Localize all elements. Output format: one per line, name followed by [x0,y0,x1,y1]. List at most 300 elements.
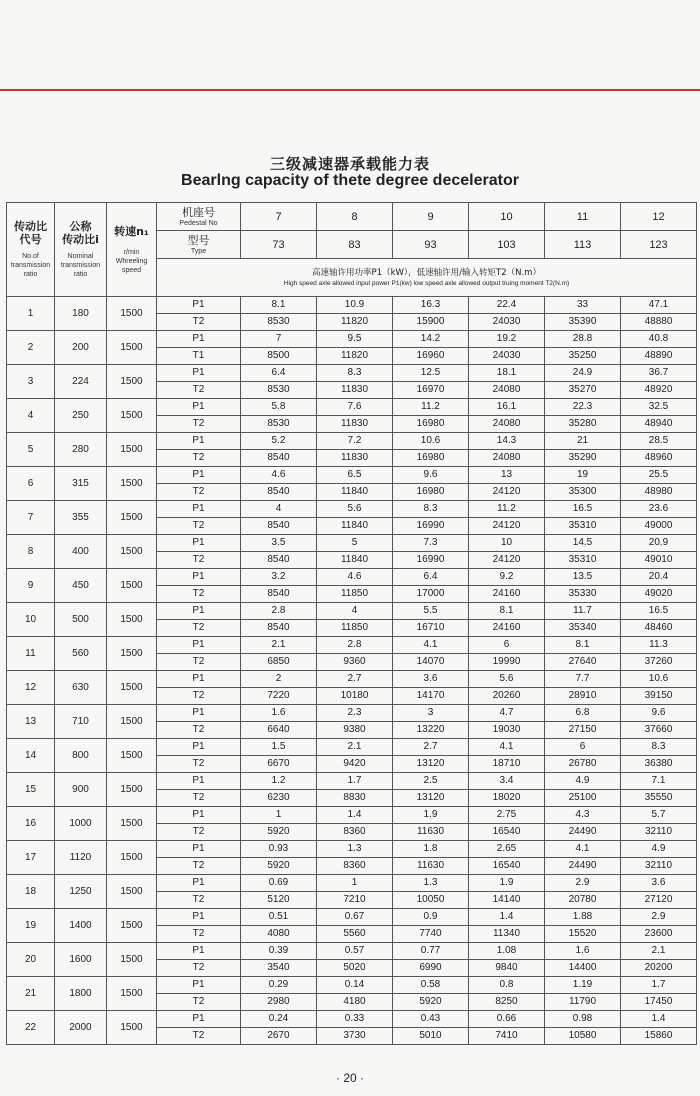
power-value: 8.3 [393,501,469,518]
ratio-code: 19 [7,909,55,943]
power-value: 4.1 [393,637,469,654]
param-label-t2: T2 [157,382,241,399]
type-no: 73 [241,231,317,259]
input-speed: 1500 [107,773,157,807]
table-row [7,807,697,824]
torque-value: 11850 [317,620,393,637]
power-value: 0.39 [241,943,317,960]
power-value: 5.5 [393,603,469,620]
power-value: 1.19 [545,977,621,994]
ratio-code: 1 [7,297,55,331]
power-value: 2.8 [241,603,317,620]
torque-value: 25100 [545,790,621,807]
input-speed: 1500 [107,603,157,637]
power-value: 1.88 [545,909,621,926]
input-speed: 1500 [107,501,157,535]
torque-value: 48920 [621,382,697,399]
torque-value: 24490 [545,858,621,875]
nominal-ratio-en: Nominal transmission ratio [60,253,101,278]
param-label-p1: P1 [157,603,241,620]
nominal-ratio: 500 [55,603,107,637]
torque-value: 20780 [545,892,621,909]
power-value: 4.3 [545,807,621,824]
power-value: 6.4 [241,365,317,382]
pedestal-no: 11 [545,203,621,231]
torque-value: 35280 [545,416,621,433]
power-value: 0.69 [241,875,317,892]
type-label-cn: 型号 [187,233,210,247]
table-row [7,841,697,858]
torque-value: 6850 [241,654,317,671]
torque-value: 16540 [469,858,545,875]
power-value: 1 [317,875,393,892]
power-value: 0.58 [393,977,469,994]
power-value: 8.3 [317,365,393,382]
power-value: 10.6 [621,671,697,688]
torque-value: 16980 [393,450,469,467]
param-label-t2: T2 [157,416,241,433]
power-value: 11.2 [393,399,469,416]
torque-value: 16710 [393,620,469,637]
torque-value: 16960 [393,348,469,365]
col-header-speed [107,203,157,297]
torque-value: 9380 [317,722,393,739]
torque-value: 28910 [545,688,621,705]
power-value: 0.51 [241,909,317,926]
power-value: 0.8 [469,977,545,994]
torque-value: 7740 [393,926,469,943]
param-label-t2: T2 [157,892,241,909]
torque-value: 11840 [317,518,393,535]
type-no: 103 [469,231,545,259]
ratio-code: 10 [7,603,55,637]
input-speed: 1500 [107,467,157,501]
power-value: 4.9 [545,773,621,790]
torque-value: 5010 [393,1028,469,1045]
ratio-code: 14 [7,739,55,773]
nominal-ratio: 560 [55,637,107,671]
torque-value: 14070 [393,654,469,671]
torque-value: 39150 [621,688,697,705]
param-label-t2: T2 [157,518,241,535]
torque-value: 24160 [469,586,545,603]
nominal-ratio: 224 [55,365,107,399]
power-value: 28.5 [621,433,697,450]
power-value: 1.9 [469,875,545,892]
param-label-t2: T2 [157,994,241,1011]
torque-value: 20260 [469,688,545,705]
torque-value: 5560 [317,926,393,943]
power-value: 25.5 [621,467,697,484]
power-value: 5.6 [317,501,393,518]
param-label-p1: P1 [157,467,241,484]
torque-value: 16980 [393,416,469,433]
input-speed: 1500 [107,943,157,977]
param-label-p1: P1 [157,399,241,416]
power-value: 8.3 [621,739,697,756]
power-value: 2.3 [317,705,393,722]
torque-value: 37260 [621,654,697,671]
torque-value: 16990 [393,518,469,535]
table-row [7,569,697,586]
power-value: 3 [393,705,469,722]
torque-value: 48880 [621,314,697,331]
torque-value: 27150 [545,722,621,739]
torque-value: 49010 [621,552,697,569]
torque-value: 24120 [469,484,545,501]
ratio-no-en: No.of transmission ratio [10,253,51,278]
type-no: 123 [621,231,697,259]
table-row [7,433,697,450]
nominal-ratio: 355 [55,501,107,535]
power-value: 2.75 [469,807,545,824]
torque-value: 48980 [621,484,697,501]
nominal-ratio: 710 [55,705,107,739]
torque-value: 8540 [241,552,317,569]
torque-value: 11820 [317,314,393,331]
power-value: 1.08 [469,943,545,960]
torque-value: 35270 [545,382,621,399]
power-value: 3.5 [241,535,317,552]
torque-value: 35250 [545,348,621,365]
table-title-english: Bearlng capacity of thete degree decelerator [181,172,519,189]
power-value: 1.6 [545,943,621,960]
table-row [7,501,697,518]
power-value: 14.3 [469,433,545,450]
input-speed: 1500 [107,365,157,399]
power-value: 0.77 [393,943,469,960]
table-row [7,603,697,620]
torque-value: 11340 [469,926,545,943]
pedestal-no: 9 [393,203,469,231]
torque-value: 18020 [469,790,545,807]
col-header-ratio-no [7,203,55,297]
torque-value: 17000 [393,586,469,603]
torque-value: 8530 [241,416,317,433]
nominal-ratio: 900 [55,773,107,807]
nominal-ratio: 1600 [55,943,107,977]
torque-value: 5020 [317,960,393,977]
power-value: 3.4 [469,773,545,790]
pedestal-no: 8 [317,203,393,231]
power-value: 1.7 [621,977,697,994]
torque-value: 18710 [469,756,545,773]
power-value: 3.6 [621,875,697,892]
nominal-ratio: 800 [55,739,107,773]
param-label-p1: P1 [157,977,241,994]
torque-value: 35390 [545,314,621,331]
torque-value: 6990 [393,960,469,977]
power-value: 36.7 [621,365,697,382]
torque-value: 7220 [241,688,317,705]
torque-value: 11820 [317,348,393,365]
power-value: 3.2 [241,569,317,586]
nominal-ratio: 1000 [55,807,107,841]
power-value: 23.6 [621,501,697,518]
power-value: 28.8 [545,331,621,348]
param-label-p1: P1 [157,297,241,314]
torque-value: 2670 [241,1028,317,1045]
torque-value: 8360 [317,824,393,841]
power-value: 10.9 [317,297,393,314]
torque-value: 24120 [469,552,545,569]
power-value: 2.1 [621,943,697,960]
power-value: 12.5 [393,365,469,382]
input-speed: 1500 [107,977,157,1011]
torque-value: 14170 [393,688,469,705]
torque-value: 35300 [545,484,621,501]
param-label-p1: P1 [157,841,241,858]
power-value: 4.1 [545,841,621,858]
input-speed: 1500 [107,739,157,773]
units-note-en: High speed axle allowed input power P1(kw) low speed axle allowed output truing moment T2(N.m) [283,279,570,287]
power-value: 13.5 [545,569,621,586]
torque-value: 37660 [621,722,697,739]
torque-value: 49000 [621,518,697,535]
torque-value: 7210 [317,892,393,909]
power-value: 0.93 [241,841,317,858]
power-value: 1.5 [241,739,317,756]
power-value: 2.1 [241,637,317,654]
torque-value: 8250 [469,994,545,1011]
torque-value: 24080 [469,450,545,467]
param-label-p1: P1 [157,671,241,688]
torque-value: 24120 [469,518,545,535]
torque-value: 48960 [621,450,697,467]
ratio-code: 9 [7,569,55,603]
torque-value: 20200 [621,960,697,977]
pedestal-label-cn: 机座号 [182,205,215,219]
power-value: 16.5 [621,603,697,620]
power-value: 14.2 [393,331,469,348]
torque-value: 8540 [241,484,317,501]
torque-value: 13120 [393,756,469,773]
param-label-t2: T2 [157,620,241,637]
torque-value: 8360 [317,858,393,875]
param-label-p1: P1 [157,569,241,586]
power-value: 21 [545,433,621,450]
power-value: 1.8 [393,841,469,858]
ratio-code: 2 [7,331,55,365]
torque-value: 11850 [317,586,393,603]
power-value: 1.7 [317,773,393,790]
power-value: 1.2 [241,773,317,790]
param-label-p1: P1 [157,1011,241,1028]
power-value: 11.3 [621,637,697,654]
nominal-ratio: 1800 [55,977,107,1011]
torque-value: 35330 [545,586,621,603]
power-value: 1.9 [393,807,469,824]
torque-value: 24080 [469,382,545,399]
torque-value: 35290 [545,450,621,467]
power-value: 7.7 [545,671,621,688]
torque-value: 48940 [621,416,697,433]
param-label-p1: P1 [157,773,241,790]
param-label-p1: P1 [157,943,241,960]
power-value: 6 [545,739,621,756]
torque-value: 16980 [393,484,469,501]
power-value: 9.2 [469,569,545,586]
power-value: 2.7 [393,739,469,756]
table-row [7,1011,697,1028]
power-value: 0.66 [469,1011,545,1028]
power-value: 2.9 [545,875,621,892]
page-number: · 20 · [335,1071,364,1085]
power-value: 19.2 [469,331,545,348]
table-row [7,671,697,688]
nominal-ratio: 200 [55,331,107,365]
torque-value: 11840 [317,552,393,569]
input-speed: 1500 [107,807,157,841]
nominal-ratio: 1250 [55,875,107,909]
torque-value: 8540 [241,450,317,467]
power-value: 2.9 [621,909,697,926]
power-value: 22.3 [545,399,621,416]
torque-value: 3540 [241,960,317,977]
torque-value: 15520 [545,926,621,943]
input-speed: 1500 [107,637,157,671]
torque-value: 6230 [241,790,317,807]
nominal-ratio: 630 [55,671,107,705]
ratio-no-cn: 传动比 代号 [14,220,47,246]
power-value: 11.7 [545,603,621,620]
ratio-code: 21 [7,977,55,1011]
power-value: 40.8 [621,331,697,348]
input-speed: 1500 [107,705,157,739]
power-value: 0.98 [545,1011,621,1028]
power-value: 5 [317,535,393,552]
speed-unit: r/min [123,248,140,256]
param-label-t2: T2 [157,926,241,943]
power-value: 1 [241,807,317,824]
power-value: 14.5 [545,535,621,552]
power-value: 2.8 [317,637,393,654]
param-label-p1: P1 [157,875,241,892]
param-label-p1: P1 [157,535,241,552]
torque-value: 8830 [317,790,393,807]
pedestal-label-cell [157,203,241,231]
torque-value: 16990 [393,552,469,569]
torque-value: 14140 [469,892,545,909]
torque-value: 9420 [317,756,393,773]
torque-value: 23600 [621,926,697,943]
torque-value: 27640 [545,654,621,671]
table-row [7,297,697,314]
nominal-ratio: 2000 [55,1011,107,1045]
input-speed: 1500 [107,909,157,943]
table-row [7,535,697,552]
param-label-t2: T2 [157,1028,241,1045]
nominal-ratio: 280 [55,433,107,467]
param-label-p1: P1 [157,637,241,654]
power-value: 4.9 [621,841,697,858]
torque-value: 8540 [241,518,317,535]
power-value: 1.3 [317,841,393,858]
torque-value: 15860 [621,1028,697,1045]
power-value: 10.6 [393,433,469,450]
torque-value: 24160 [469,620,545,637]
power-value: 4 [241,501,317,518]
power-value: 5.8 [241,399,317,416]
power-value: 0.29 [241,977,317,994]
type-no: 113 [545,231,621,259]
ratio-code: 3 [7,365,55,399]
power-value: 0.57 [317,943,393,960]
torque-value: 4180 [317,994,393,1011]
torque-value: 27120 [621,892,697,909]
torque-value: 19990 [469,654,545,671]
input-speed: 1500 [107,535,157,569]
ratio-code: 15 [7,773,55,807]
param-label-t2: T2 [157,824,241,841]
param-label-t2: T2 [157,586,241,603]
torque-value: 32110 [621,824,697,841]
table-title-chinese: 三级减速器承载能力表 [269,155,430,173]
power-value: 4.7 [469,705,545,722]
torque-value: 6640 [241,722,317,739]
torque-value: 48460 [621,620,697,637]
input-speed: 1500 [107,671,157,705]
table-row [7,909,697,926]
power-value: 33 [545,297,621,314]
power-value: 5.2 [241,433,317,450]
torque-value: 6670 [241,756,317,773]
power-value: 4.6 [241,467,317,484]
torque-value: 14400 [545,960,621,977]
power-value: 2.65 [469,841,545,858]
pedestal-no: 10 [469,203,545,231]
torque-value: 11830 [317,416,393,433]
param-label-t2: T2 [157,722,241,739]
torque-value: 36380 [621,756,697,773]
table-row [7,943,697,960]
pedestal-label-en: Pedestal No [179,219,218,227]
torque-value: 48890 [621,348,697,365]
power-value: 20.4 [621,569,697,586]
table-row [7,705,697,722]
torque-value: 5920 [393,994,469,1011]
table-row [7,739,697,756]
table-row [7,331,697,348]
ratio-code: 11 [7,637,55,671]
torque-value: 5920 [241,824,317,841]
power-value: 4.1 [469,739,545,756]
pedestal-no: 12 [621,203,697,231]
torque-value: 35310 [545,552,621,569]
torque-value: 32110 [621,858,697,875]
torque-value: 4080 [241,926,317,943]
power-value: 16.5 [545,501,621,518]
torque-value: 7410 [469,1028,545,1045]
power-value: 20.9 [621,535,697,552]
ratio-code: 17 [7,841,55,875]
power-value: 0.43 [393,1011,469,1028]
param-label-t2: T2 [157,314,241,331]
pedestal-no: 7 [241,203,317,231]
nominal-ratio: 400 [55,535,107,569]
param-label-t2: T2 [157,960,241,977]
param-label-t2: T2 [157,790,241,807]
param-label-t2: T2 [157,484,241,501]
nominal-ratio: 315 [55,467,107,501]
power-value: 1.3 [393,875,469,892]
ratio-code: 5 [7,433,55,467]
param-label-p1: P1 [157,739,241,756]
torque-value: 11630 [393,824,469,841]
torque-value: 24030 [469,348,545,365]
power-value: 9.6 [621,705,697,722]
param-label-t2: T2 [157,756,241,773]
